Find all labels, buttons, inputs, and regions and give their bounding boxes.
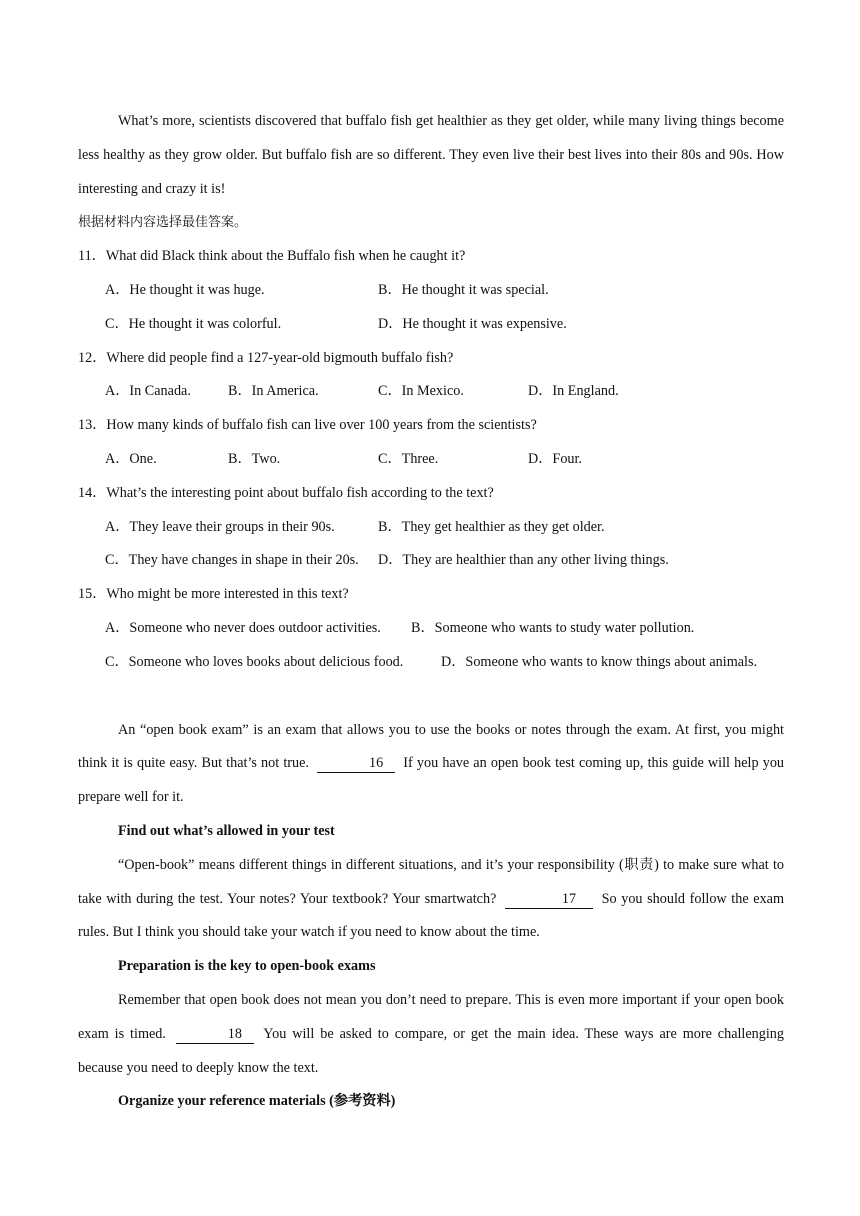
paragraph-text: “Open-book” means different things in different situations, and it’s your responsibility (职责) to make sure what to take with during the test. Your notes? Your textbook? Your smartwatch? xyxy=(78,856,784,907)
option-b[interactable]: B．Someone who wants to study water pollution. xyxy=(411,619,695,636)
passage2-paragraph-2 xyxy=(78,849,784,950)
options-row xyxy=(105,308,784,342)
option-a[interactable]: A．In Canada. xyxy=(105,383,191,400)
section-gap xyxy=(78,680,784,714)
paragraph-text: An “open book exam” is an exam that allows you to use the books or notes through the exam. At first, you might think it is quite easy. But that’s not true. xyxy=(78,721,784,772)
passage2-paragraph-1 xyxy=(78,714,784,815)
question-15: 15．Who might be more interested in this text? xyxy=(78,586,349,603)
option-c[interactable]: C．Three. xyxy=(378,450,439,467)
options-row xyxy=(105,375,784,409)
section-heading: Organize your reference materials (参考资料) xyxy=(118,1093,396,1110)
instruction: 根据材料内容选择最佳答案。 xyxy=(78,215,248,231)
paragraph-text: Remember that open book does not mean you don’t need to prepare. This is even more important if your open book exam is timed. xyxy=(78,991,784,1042)
option-c[interactable]: C．He thought it was colorful. xyxy=(105,315,282,332)
option-b[interactable]: B．They get healthier as they get older. xyxy=(378,518,605,535)
option-d[interactable]: D．Four. xyxy=(528,450,582,467)
question-14: 14．What’s the interesting point about buffalo fish according to the text? xyxy=(78,484,494,501)
paragraph-text: So you should follow the exam rules. But I think you should take your watch if you need to know about the time. xyxy=(78,890,785,941)
page-content xyxy=(78,105,784,1119)
passage2-paragraph-3 xyxy=(78,984,784,1085)
options-row xyxy=(105,612,784,646)
option-a[interactable]: A．He thought it was huge. xyxy=(105,281,265,298)
option-d[interactable]: D．He thought it was expensive. xyxy=(378,315,567,332)
option-a[interactable]: A．They leave their groups in their 90s. xyxy=(105,518,335,535)
option-a[interactable]: A．Someone who never does outdoor activities. xyxy=(105,619,381,636)
option-c[interactable]: C．In Mexico. xyxy=(378,383,464,400)
options-row xyxy=(105,274,784,308)
blank-16[interactable]: 16 xyxy=(317,754,395,773)
option-d[interactable]: D．They are healthier than any other living things. xyxy=(378,552,669,569)
option-a[interactable]: A．One. xyxy=(105,450,157,467)
option-d[interactable]: D．In England. xyxy=(528,383,619,400)
option-b[interactable]: B．Two. xyxy=(228,450,281,467)
blank-17[interactable]: 17 xyxy=(505,890,593,909)
blank-18[interactable]: 18 xyxy=(176,1025,254,1044)
section-heading: Preparation is the key to open-book exams xyxy=(118,958,376,975)
options-row xyxy=(105,544,784,578)
option-c[interactable]: C．Someone who loves books about delicious food. xyxy=(105,653,404,670)
options-row xyxy=(105,511,784,545)
option-d[interactable]: D．Someone who wants to know things about animals. xyxy=(441,653,758,670)
paragraph-text: You will be asked to compare, or get the main idea. These ways are more challenging because you need to deeply know the text. xyxy=(78,1025,784,1076)
question-12: 12．Where did people find a 127-year-old bigmouth buffalo fish? xyxy=(78,349,454,366)
passage-end-paragraph: What’s more, scientists discovered that buffalo fish get healthier as they get older, while many living things become less healthy as they grow older. But buffalo fish are so different. They even live their best lives into their 80s and 90s. How interesting and crazy it is! xyxy=(78,113,784,197)
question-11: 11．What did Black think about the Buffalo fish when he caught it? xyxy=(78,248,466,265)
section-heading: Find out what’s allowed in your test xyxy=(118,822,335,839)
options-row xyxy=(105,646,784,680)
option-c[interactable]: C．They have changes in shape in their 20s. xyxy=(105,552,359,569)
option-b[interactable]: B．He thought it was special. xyxy=(378,281,549,298)
question-13: 13．How many kinds of buffalo fish can live over 100 years from the scientists? xyxy=(78,417,537,434)
paragraph-text: If you have an open book test coming up, this guide will help you prepare well for it. xyxy=(78,755,785,806)
option-b[interactable]: B．In America. xyxy=(228,383,319,400)
options-row xyxy=(105,443,784,477)
